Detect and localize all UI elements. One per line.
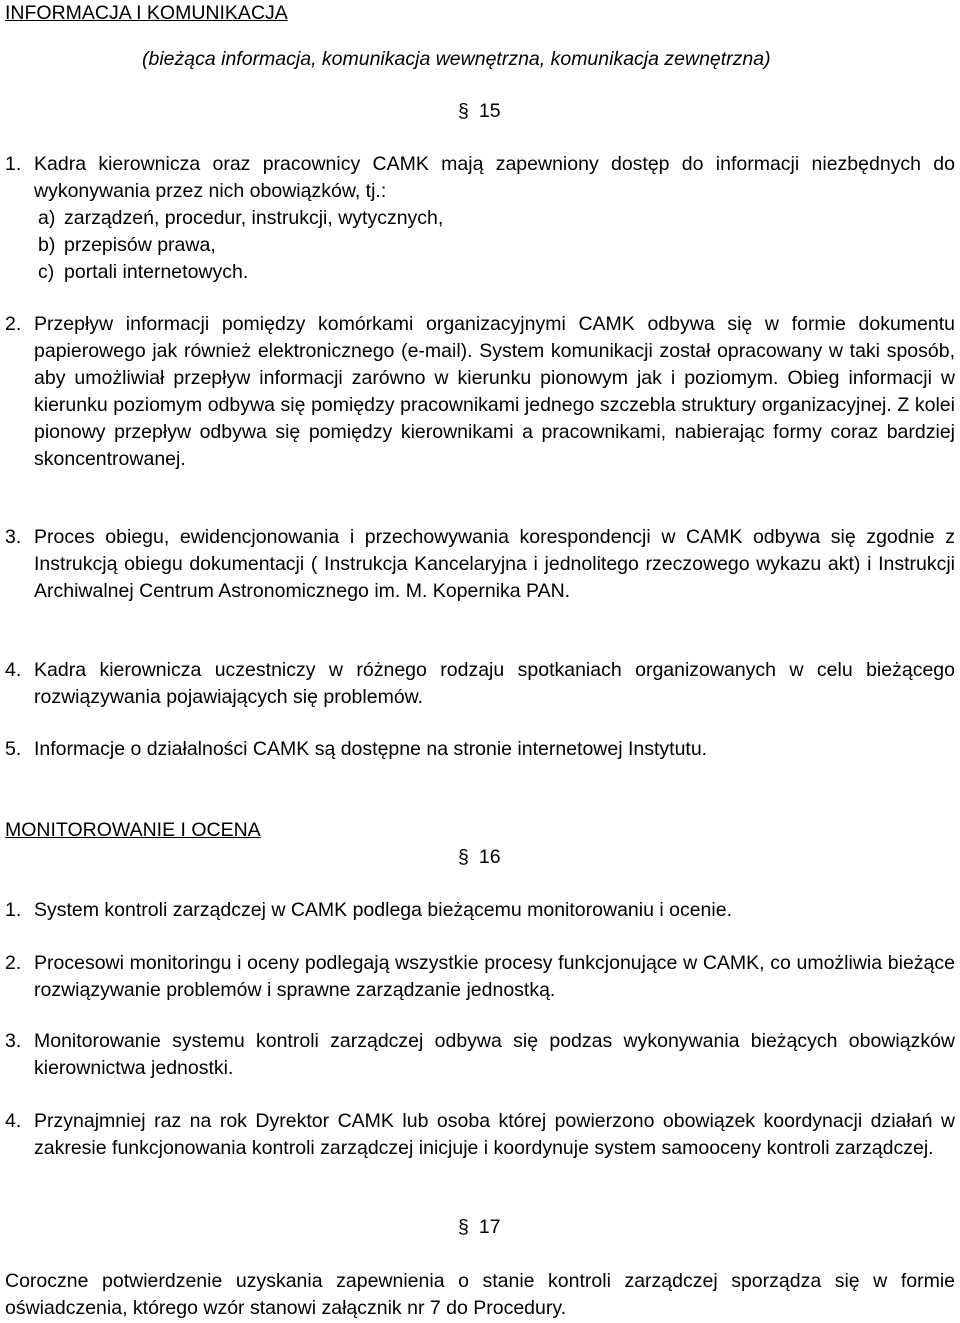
paragraph-mark-16 bbox=[458, 844, 501, 871]
item-text: Proces obiegu, ewidencjonowania i przechowywania korespondencji w CAMK odbywa się zgodnie z Instrukcją obiegu dokumentacji ( Instrukcja Kancelaryjna i jednolitego rzeczowego wykazu akt) i Instrukcji Archiwalnej Centrum Astronomicznego im. M. Kopernika PAN. bbox=[34, 526, 955, 602]
sub-item-text: portali internetowych. bbox=[64, 261, 249, 283]
sub-list-item bbox=[38, 205, 938, 232]
item-number: 4. bbox=[5, 659, 22, 681]
item-text: System kontroli zarządczej w CAMK podlega bieżącemu monitorowaniu i ocenie. bbox=[34, 899, 732, 921]
item-number: 2. bbox=[5, 313, 22, 335]
paragraph-mark-17 bbox=[458, 1214, 501, 1241]
item-text: Kadra kierownicza oraz pracownicy CAMK mają zapewniony dostęp do informacji niezbędnych do wykonywania przez nich obowiązków, tj.: bbox=[34, 153, 955, 202]
item-number: 5. bbox=[5, 738, 22, 760]
item-text: Informacje o działalności CAMK są dostępne na stronie internetowej Instytutu. bbox=[34, 738, 708, 760]
list-item bbox=[5, 524, 955, 605]
sub-item-label: b) bbox=[38, 234, 56, 256]
paragraph-number: 17 bbox=[478, 1216, 501, 1238]
paragraph-symbol: § bbox=[458, 846, 469, 868]
section-heading-informacja: INFORMACJA I KOMUNIKACJA bbox=[5, 2, 288, 24]
paragraph-mark-15 bbox=[458, 98, 501, 125]
closing-paragraph: Coroczne potwierdzenie uzyskania zapewnienia o stanie kontroli zarządczej sporządza się w formie oświadczenia, którego wzór stanowi załącznik nr 7 do Procedury. bbox=[5, 1270, 955, 1319]
item-number: 1. bbox=[5, 153, 22, 175]
item-number: 2. bbox=[5, 952, 22, 974]
sub-item-text: przepisów prawa, bbox=[64, 234, 216, 256]
list-item bbox=[5, 897, 955, 924]
item-number: 3. bbox=[5, 526, 22, 548]
list-item bbox=[5, 950, 955, 1004]
item-text: Kadra kierownicza uczestniczy w różnego rodzaju spotkaniach organizowanych w celu bieżącego rozwiązywania pojawiających się problemów. bbox=[34, 659, 955, 708]
item-text: Monitorowanie systemu kontroli zarządczej odbywa się podzas wykonywania bieżących obowiązków kierownictwa jednostki. bbox=[34, 1030, 955, 1079]
list-item bbox=[5, 736, 955, 763]
item-number: 1. bbox=[5, 899, 22, 921]
sub-list-item bbox=[38, 232, 938, 259]
list-item bbox=[5, 1028, 955, 1082]
list-item bbox=[5, 1108, 955, 1162]
section-subtitle: (bieżąca informacja, komunikacja wewnętrzna, komunikacja zewnętrzna) bbox=[142, 48, 771, 70]
list-item bbox=[5, 151, 955, 205]
sub-list bbox=[38, 205, 938, 286]
paragraph-symbol: § bbox=[458, 100, 469, 122]
paragraph-number: 15 bbox=[478, 100, 501, 122]
sub-item-label: c) bbox=[38, 261, 55, 283]
section-heading-monitorowanie: MONITOROWANIE I OCENA bbox=[5, 819, 261, 841]
sub-item-label: a) bbox=[38, 207, 56, 229]
item-number: 4. bbox=[5, 1110, 22, 1132]
sub-item-text: zarządzeń, procedur, instrukcji, wytycznych, bbox=[64, 207, 444, 229]
item-text: Procesowi monitoringu i oceny podlegają wszystkie procesy funkcjonujące w CAMK, co umożliwia bieżące rozwiązywanie problemów i sprawne zarządzanie jednostką. bbox=[34, 952, 955, 1001]
sub-list-item bbox=[38, 259, 938, 286]
paragraph-number: 16 bbox=[478, 846, 501, 868]
list-item bbox=[5, 311, 955, 473]
paragraph-symbol: § bbox=[458, 1216, 469, 1238]
item-number: 3. bbox=[5, 1030, 22, 1052]
list-item bbox=[5, 657, 955, 711]
item-text: Przynajmniej raz na rok Dyrektor CAMK lub osoba której powierzono obowiązek koordynacji działań w zakresie funkcjonowania kontroli zarządczej inicjuje i koordynuje system samooceny kontroli zarządczej. bbox=[34, 1110, 955, 1159]
item-text: Przepływ informacji pomiędzy komórkami organizacyjnymi CAMK odbywa się w formie dokumentu papierowego jak również elektronicznego (e-mail). System komunikacji został opracowany w taki sposób, aby umożliwiał przepływ informacji zarówno w kierunku pionowym jak i poziomym. Obieg informacji w kierunku poziomym odbywa się pomiędzy pracownikami jednego szczebla struktury organizacyjnej. Z kolei pionowy przepływ odbywa się pomiędzy kierownikami a pracownikami, nabierając formy coraz bardziej skoncentrowanej. bbox=[34, 313, 955, 470]
